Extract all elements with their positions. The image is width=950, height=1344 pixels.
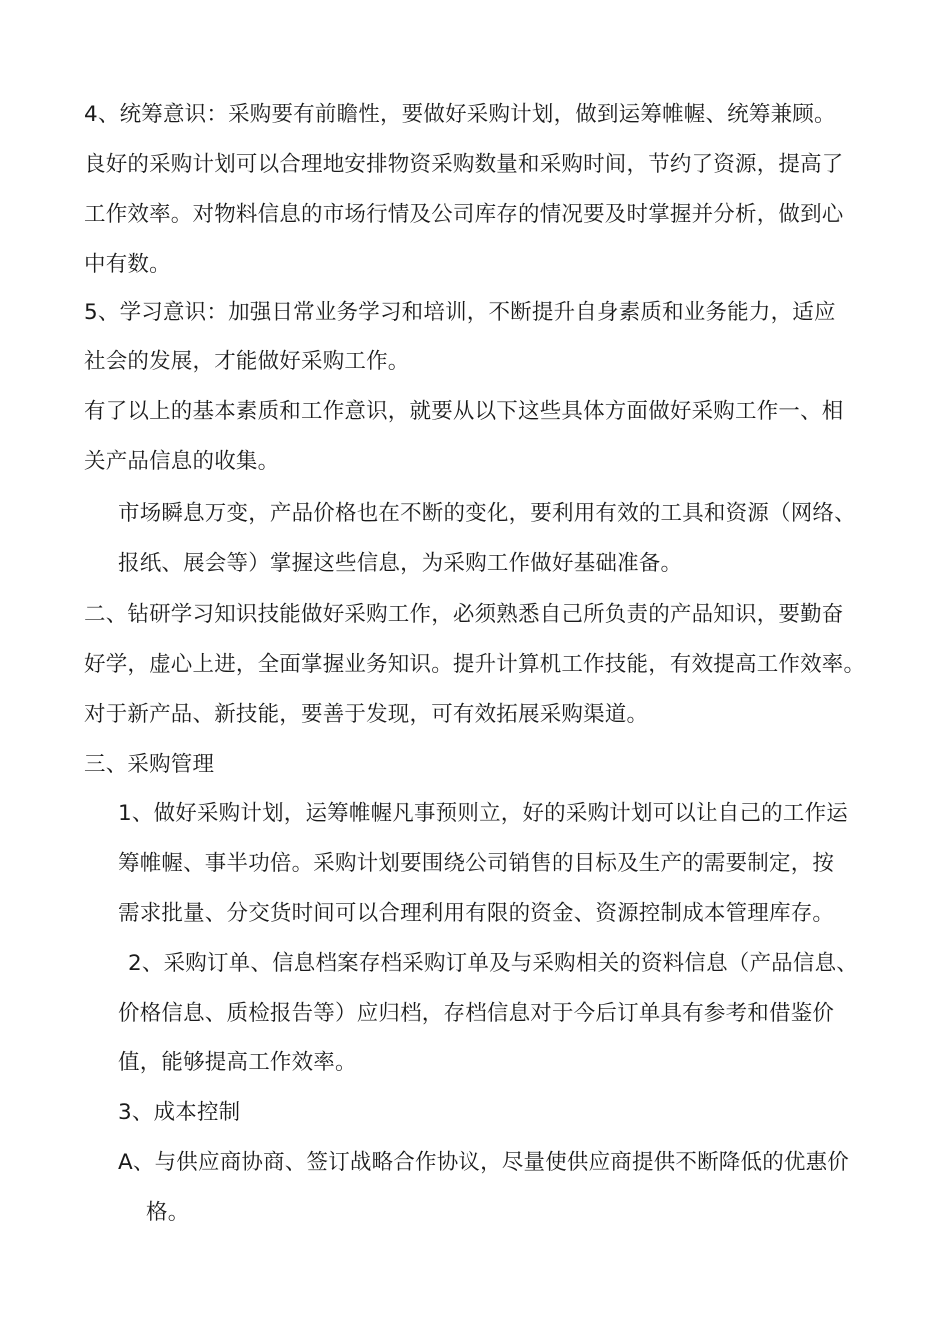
- list-item-line: 2、采购订单、信息档案存档采购订单及与采购相关的资料信息（产品信息、: [128, 951, 858, 976]
- list-item-line: 价格信息、质检报告等）应归档，存档信息对于今后订单具有参考和借鉴价: [118, 1001, 835, 1026]
- paragraph-line: 5、学习意识：加强日常业务学习和培训，不断提升自身素质和业务能力，适应: [84, 300, 836, 325]
- paragraph-line: 社会的发展，才能做好采购工作。: [84, 349, 410, 374]
- list-item-line: 1、做好采购计划，运筹帷幄凡事预则立，好的采购计划可以让自己的工作运: [118, 801, 848, 826]
- list-item-line: A、与供应商协商、签订战略合作协议，尽量使供应商提供不断降低的优惠价: [118, 1150, 850, 1175]
- paragraph-line: 4、统筹意识：采购要有前瞻性，要做好采购计划，做到运筹帷幄、统筹兼顾。: [84, 102, 836, 127]
- paragraph-line: 报纸、展会等）掌握这些信息，为采购工作做好基础准备。: [118, 551, 683, 576]
- paragraph-line: 对于新产品、新技能，要善于发现，可有效拓展采购渠道。: [84, 702, 649, 727]
- paragraph-line: 中有数。: [84, 252, 171, 277]
- paragraph-line: 有了以上的基本素质和工作意识，就要从以下这些具体方面做好采购工作一、相: [84, 399, 844, 424]
- list-item-line: 值，能够提高工作效率。: [118, 1050, 357, 1075]
- paragraph-line: 良好的采购计划可以合理地安排物资采购数量和采购时间，节约了资源，提高了: [84, 152, 844, 177]
- list-item-line: 筹帷幄、事半功倍。采购计划要围绕公司销售的目标及生产的需要制定，按: [118, 851, 835, 876]
- paragraph-line: 市场瞬息万变，产品价格也在不断的变化，要利用有效的工具和资源（网络、: [118, 501, 856, 526]
- list-item-heading: 3、成本控制: [118, 1100, 241, 1125]
- paragraph-line: 关产品信息的收集。: [84, 449, 280, 474]
- paragraph-line: 工作效率。对物料信息的市场行情及公司库存的情况要及时掌握并分析，做到心: [84, 202, 844, 227]
- list-item-line: 需求批量、分交货时间可以合理利用有限的资金、资源控制成本管理库存。: [118, 901, 835, 926]
- paragraph-line: 好学，虚心上进，全面掌握业务知识。提升计算机工作技能，有效提高工作效率。: [84, 652, 866, 677]
- section-heading-line: 二、钻研学习知识技能做好采购工作，必须熟悉自己所负责的产品知识，要勤奋: [84, 602, 844, 627]
- section-heading: 三、采购管理: [84, 752, 215, 777]
- list-item-line: 格。: [146, 1200, 190, 1225]
